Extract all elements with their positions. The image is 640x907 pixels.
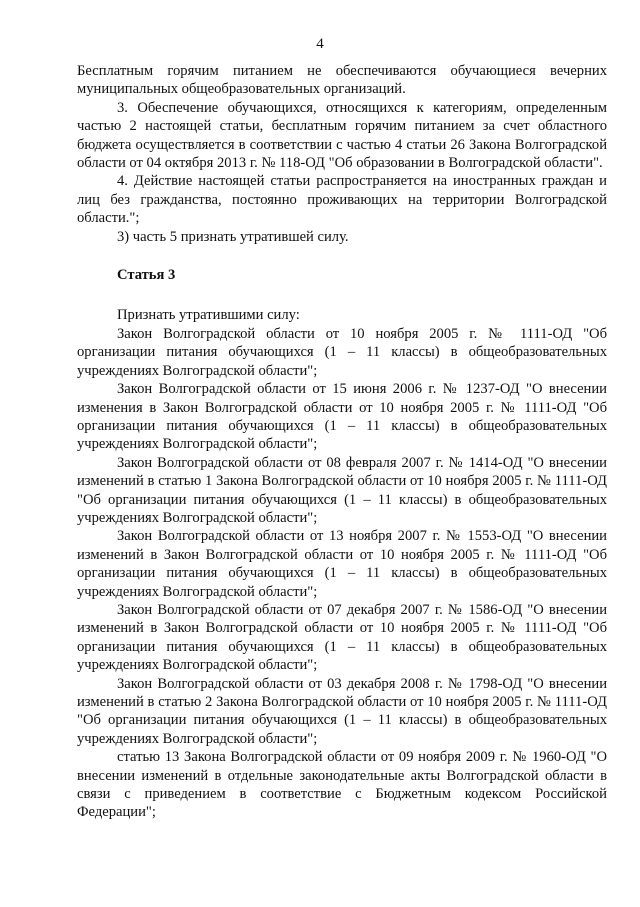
page-number: 4 [316, 36, 324, 52]
paragraph: Признать утратившими силу: [117, 307, 300, 324]
paragraph: Закон Волгоградской области от 15 июня 2006 г. № 1237-ОД "О внесении изменения в Закон Волгоградской области от 10 ноября 2005 г. № 1111-ОД "Об организации питания обучающихся (1 – 11 классы) в общеобразовательных учреждениях Волгоградской области"; [77, 381, 607, 453]
paragraph: статью 13 Закона Волгоградской области от 09 ноября 2009 г. № 1960-ОД "О внесении изменений в отдельные законодательные акты Волгоградской области в связи с приведением в соответствие с Бюджетным кодексом Российской Федерации"; [77, 749, 607, 821]
paragraph: 3. Обеспечение обучающихся, относящихся к категориям, определенным частью 2 настоящей статьи, бесплатным горячим питанием за счет областного бюджета осуществляется в соответствии с частью 4 статьи 26 Закона Волгоградской области от 04 октября 2013 г. № 118-ОД "Об образовании в Волгоградской области". [77, 99, 607, 172]
paragraph: Бесплатным горячим питанием не обеспечиваются обучающиеся вечерних муниципальных общеобразовательных организаций. [77, 63, 607, 98]
paragraph: 3) часть 5 признать утратившей силу. [117, 228, 349, 245]
paragraph: Закон Волгоградской области от 03 декабря 2008 г. № 1798-ОД "О внесении изменений в статью 2 Закона Волгоградской области от 10 ноября 2005 г. № 1111-ОД "Об организации питания обучающихся (1 – 11 классы) в общеобразовательных учреждениях Волгоградской области"; [77, 675, 607, 747]
paragraph: Закон Волгоградской области от 10 ноября 2005 г. № 1111-ОД "Об организации питания обучающихся (1 – 11 классы) в общеобразовательных учреждениях Волгоградской области"; [77, 325, 607, 379]
paragraph: Закон Волгоградской области от 13 ноября 2007 г. № 1553-ОД "О внесении изменений в Закон Волгоградской области от 10 ноября 2005 г. № 1111-ОД "Об организации питания обучающихся (1 – 11 классы) в общеобразовательных учреждениях Волгоградской области"; [77, 528, 607, 600]
paragraph: 4. Действие настоящей статьи распространяется на иностранных граждан и лиц без гражданства, постоянно проживающих на территории Волгоградской области."; [77, 173, 607, 227]
paragraph: Закон Волгоградской области от 07 декабря 2007 г. № 1586-ОД "О внесении изменений в Закон Волгоградской области от 10 ноября 2005 г. № 1111-ОД "Об организации питания обучающихся (1 – 11 классы) в общеобразовательных учреждениях Волгоградской области"; [77, 601, 607, 674]
document-body [77, 62, 607, 822]
paragraph: Закон Волгоградской области от 08 февраля 2007 г. № 1414-ОД "О внесении изменений в статью 1 Закона Волгоградской области от 10 ноября 2005 г. № 1111-ОД "Об организации питания обучающихся (1 – 11 классы) в общеобразовательных учреждениях Волгоградской области"; [77, 454, 607, 526]
article-heading: Статья 3 [117, 267, 176, 284]
